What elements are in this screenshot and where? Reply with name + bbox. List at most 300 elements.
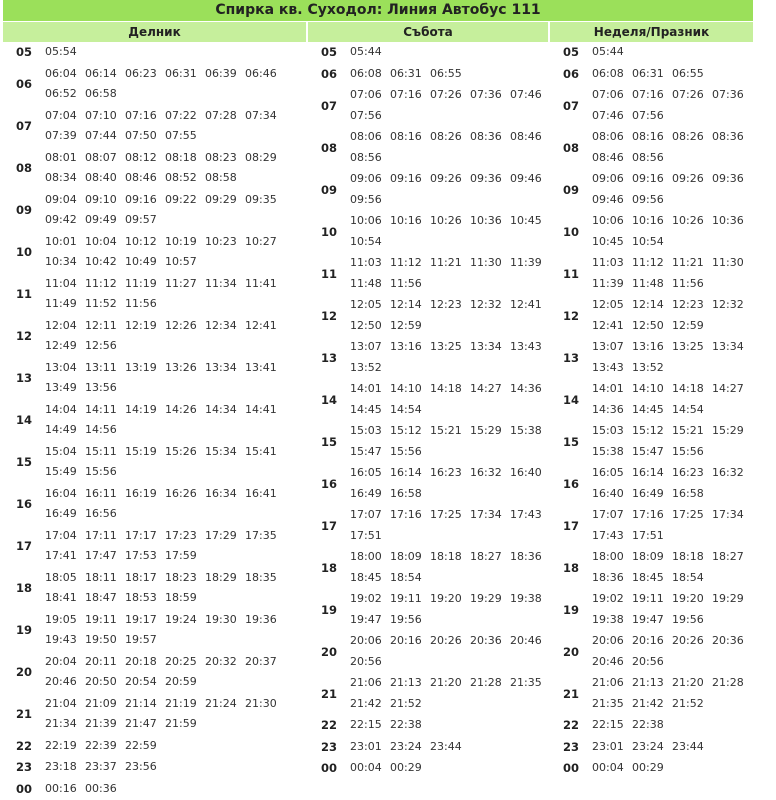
departure-time: 18:00 (592, 547, 632, 568)
departure-line (592, 610, 753, 631)
departure-time: 11:30 (712, 253, 752, 274)
departure-time: 21:52 (672, 694, 712, 715)
departure-line (45, 779, 306, 800)
departure-line (592, 64, 753, 85)
departure-time: 09:26 (430, 169, 470, 190)
hour-row (3, 526, 306, 568)
hour-label: 20 (308, 631, 351, 672)
departure-time: 14:27 (712, 379, 752, 400)
departure-line (592, 148, 753, 169)
departure-time: 18:23 (165, 568, 205, 589)
departure-time: 16:32 (712, 463, 752, 484)
hour-label: 23 (550, 737, 593, 758)
departure-time: 22:39 (85, 736, 125, 757)
departure-time: 16:23 (672, 463, 712, 484)
departure-time: 16:41 (245, 484, 285, 505)
hour-row (308, 463, 548, 505)
departure-time: 14:54 (672, 400, 712, 421)
departure-time: 21:39 (85, 714, 125, 735)
departure-time: 09:56 (350, 190, 390, 211)
departure-line (592, 358, 753, 379)
departure-time: 09:49 (85, 210, 125, 231)
departure-time: 17:07 (592, 505, 632, 526)
hour-label: 21 (308, 673, 351, 714)
departure-line (350, 232, 548, 253)
departure-time: 16:56 (85, 504, 125, 525)
departure-line (45, 420, 306, 441)
departure-line (350, 106, 548, 127)
departure-time: 13:07 (592, 337, 632, 358)
departure-time: 10:27 (245, 232, 285, 253)
hour-label: 05 (308, 42, 351, 63)
departure-time: 00:04 (350, 758, 390, 779)
departure-time: 12:19 (125, 316, 165, 337)
departure-time: 06:55 (672, 64, 712, 85)
departure-list (350, 421, 548, 462)
departure-time: 09:06 (592, 169, 632, 190)
hour-label: 16 (3, 484, 46, 525)
departure-line (45, 694, 306, 715)
departure-time: 18:59 (165, 588, 205, 609)
departure-time: 18:53 (125, 588, 165, 609)
departure-list (592, 42, 753, 63)
departure-time: 12:59 (672, 316, 712, 337)
departure-time: 16:23 (430, 463, 470, 484)
departure-time: 05:44 (350, 42, 390, 63)
departure-time: 21:14 (125, 694, 165, 715)
hour-label: 12 (308, 295, 351, 336)
departure-time: 22:15 (350, 715, 390, 736)
departure-time: 20:46 (510, 631, 550, 652)
departure-time: 10:45 (592, 232, 632, 253)
hour-row (308, 505, 548, 547)
departure-time: 20:59 (165, 672, 205, 693)
departure-time: 13:34 (712, 337, 752, 358)
departure-time: 16:49 (45, 504, 85, 525)
departure-time: 18:36 (592, 568, 632, 589)
departure-time: 08:46 (125, 168, 165, 189)
departure-time: 20:54 (125, 672, 165, 693)
hour-label: 22 (308, 715, 351, 736)
departure-line (45, 546, 306, 567)
hour-row (550, 64, 753, 86)
departure-line (592, 715, 753, 736)
departure-time: 11:52 (85, 294, 125, 315)
departure-list (592, 505, 753, 546)
departure-time: 17:11 (85, 526, 125, 547)
departure-time: 10:04 (85, 232, 125, 253)
hour-row (550, 758, 753, 780)
departure-time: 23:44 (430, 737, 470, 758)
departure-time: 10:42 (85, 252, 125, 273)
departure-time: 23:18 (45, 757, 85, 778)
departure-time: 23:24 (390, 737, 430, 758)
departure-line (45, 568, 306, 589)
departure-time: 09:36 (712, 169, 752, 190)
departure-time: 12:41 (510, 295, 550, 316)
departure-time: 15:11 (85, 442, 125, 463)
departure-time: 00:29 (390, 758, 430, 779)
departure-time: 19:29 (712, 589, 752, 610)
departure-list (350, 547, 548, 588)
hour-row (3, 736, 306, 758)
departure-line (592, 253, 753, 274)
departure-time: 09:36 (470, 169, 510, 190)
departure-line (350, 337, 548, 358)
departure-time: 21:59 (165, 714, 205, 735)
departure-line (592, 673, 753, 694)
departure-time: 19:38 (592, 610, 632, 631)
hour-row (308, 337, 548, 379)
departure-list (592, 211, 753, 252)
departure-time: 08:18 (165, 148, 205, 169)
hour-label: 10 (308, 211, 351, 252)
hour-row (308, 737, 548, 759)
departure-time: 13:11 (85, 358, 125, 379)
departure-list (45, 442, 306, 483)
departure-list (350, 758, 548, 779)
hour-row (550, 337, 753, 379)
departure-time: 18:47 (85, 588, 125, 609)
hour-row (550, 547, 753, 589)
hour-label: 23 (308, 737, 351, 758)
departure-time: 18:54 (390, 568, 430, 589)
hour-row (308, 64, 548, 86)
departure-time: 07:44 (85, 126, 125, 147)
departure-time: 15:49 (45, 462, 85, 483)
hour-label: 05 (550, 42, 593, 63)
departure-line (45, 652, 306, 673)
hour-row (550, 505, 753, 547)
hour-row (308, 295, 548, 337)
departure-time: 21:42 (632, 694, 672, 715)
departure-time: 17:41 (45, 546, 85, 567)
departure-line (45, 714, 306, 735)
departure-time: 23:01 (592, 737, 632, 758)
departure-time: 20:46 (592, 652, 632, 673)
departure-time: 08:56 (350, 148, 390, 169)
departure-line (45, 84, 306, 105)
departure-time: 09:46 (592, 190, 632, 211)
departure-line (592, 295, 753, 316)
departure-time: 07:16 (125, 106, 165, 127)
departure-time: 10:36 (712, 211, 752, 232)
departure-time: 13:04 (45, 358, 85, 379)
departure-time: 09:10 (85, 190, 125, 211)
departure-time: 12:23 (430, 295, 470, 316)
departure-time: 08:46 (592, 148, 632, 169)
departure-time: 16:11 (85, 484, 125, 505)
departure-time: 19:56 (672, 610, 712, 631)
departure-list (45, 484, 306, 525)
departure-time: 21:35 (510, 673, 550, 694)
hour-row (3, 316, 306, 358)
departure-line (592, 505, 753, 526)
departure-time: 19:11 (632, 589, 672, 610)
hour-row (3, 64, 306, 106)
departure-line (45, 736, 306, 757)
hour-row (550, 42, 753, 64)
departure-list (45, 694, 306, 735)
hour-label: 12 (3, 316, 46, 357)
hour-label: 13 (308, 337, 351, 378)
departure-time: 16:49 (350, 484, 390, 505)
hour-label: 06 (3, 64, 46, 105)
hour-row (3, 757, 306, 779)
departure-time: 14:10 (632, 379, 672, 400)
departure-time: 15:04 (45, 442, 85, 463)
departure-list (45, 232, 306, 273)
hour-label: 23 (3, 757, 46, 778)
departure-time: 08:52 (165, 168, 205, 189)
departure-line (350, 127, 548, 148)
departure-time: 18:18 (672, 547, 712, 568)
departure-list (592, 737, 753, 758)
hour-label: 09 (550, 169, 593, 210)
departure-line (592, 694, 753, 715)
departure-time: 10:36 (470, 211, 510, 232)
departure-line (350, 610, 548, 631)
departure-time: 17:25 (430, 505, 470, 526)
departure-time: 06:52 (45, 84, 85, 105)
hour-row (550, 631, 753, 673)
departure-time: 20:50 (85, 672, 125, 693)
departure-list (592, 337, 753, 378)
departure-time: 21:34 (45, 714, 85, 735)
departure-list (592, 421, 753, 462)
departure-time: 10:57 (165, 252, 205, 273)
departure-time: 07:55 (165, 126, 205, 147)
departure-time: 14:26 (165, 400, 205, 421)
departure-line (350, 484, 548, 505)
departure-line (350, 526, 548, 547)
departure-time: 23:24 (632, 737, 672, 758)
departure-time: 13:19 (125, 358, 165, 379)
departure-time: 22:38 (390, 715, 430, 736)
departure-time: 09:16 (390, 169, 430, 190)
departure-time: 14:45 (350, 400, 390, 421)
departure-time: 11:12 (85, 274, 125, 295)
departure-time: 06:31 (390, 64, 430, 85)
departure-list (592, 295, 753, 336)
hour-row (308, 211, 548, 253)
hour-label: 20 (550, 631, 593, 672)
departure-time: 16:34 (205, 484, 245, 505)
departure-time: 07:39 (45, 126, 85, 147)
departure-list (350, 85, 548, 126)
departure-time: 09:22 (165, 190, 205, 211)
departure-time: 14:19 (125, 400, 165, 421)
hour-label: 13 (550, 337, 593, 378)
departure-time: 23:56 (125, 757, 165, 778)
departure-time: 12:23 (672, 295, 712, 316)
departure-line (45, 294, 306, 315)
departure-time: 07:56 (632, 106, 672, 127)
departure-time: 17:34 (712, 505, 752, 526)
departure-time: 16:26 (165, 484, 205, 505)
hour-label: 19 (550, 589, 593, 630)
hour-row (550, 463, 753, 505)
departure-time: 21:06 (350, 673, 390, 694)
departure-time: 14:10 (390, 379, 430, 400)
departure-list (45, 316, 306, 357)
hour-row (308, 85, 548, 127)
hour-label: 21 (550, 673, 593, 714)
departure-list (350, 715, 548, 736)
departure-time: 18:27 (470, 547, 510, 568)
departure-time: 21:13 (632, 673, 672, 694)
departure-line (45, 672, 306, 693)
hour-label: 11 (3, 274, 46, 315)
departure-time: 13:52 (350, 358, 390, 379)
column-header: Делник (3, 22, 306, 42)
departure-list (350, 589, 548, 630)
departure-time: 13:34 (205, 358, 245, 379)
departure-line (350, 442, 548, 463)
departure-time: 13:41 (245, 358, 285, 379)
departure-time: 21:04 (45, 694, 85, 715)
departure-time: 06:04 (45, 64, 85, 85)
hour-row (308, 631, 548, 673)
departure-time: 16:58 (390, 484, 430, 505)
hour-row (3, 442, 306, 484)
departure-time: 08:34 (45, 168, 85, 189)
departure-time: 14:36 (510, 379, 550, 400)
hour-row (550, 295, 753, 337)
departure-time: 11:21 (430, 253, 470, 274)
hour-label: 08 (3, 148, 46, 189)
departure-time: 21:09 (85, 694, 125, 715)
departure-list (45, 652, 306, 693)
departure-time: 10:23 (205, 232, 245, 253)
departure-time: 06:31 (632, 64, 672, 85)
departure-time: 07:10 (85, 106, 125, 127)
departure-line (45, 210, 306, 231)
departure-list (592, 589, 753, 630)
departure-time: 12:41 (245, 316, 285, 337)
departure-time: 09:56 (632, 190, 672, 211)
departure-time: 19:30 (205, 610, 245, 631)
departure-time: 20:46 (45, 672, 85, 693)
departure-list (45, 42, 306, 63)
departure-time: 20:18 (125, 652, 165, 673)
departure-time: 11:56 (672, 274, 712, 295)
departure-time: 20:11 (85, 652, 125, 673)
departure-time: 20:06 (592, 631, 632, 652)
departure-time: 22:38 (632, 715, 672, 736)
departure-line (592, 274, 753, 295)
departure-time: 10:26 (430, 211, 470, 232)
departure-line (592, 631, 753, 652)
departure-time: 12:04 (45, 316, 85, 337)
departure-line (45, 232, 306, 253)
departure-time: 20:16 (632, 631, 672, 652)
departure-time: 14:11 (85, 400, 125, 421)
departure-list (592, 253, 753, 294)
departure-time: 20:32 (205, 652, 245, 673)
departure-time: 18:35 (245, 568, 285, 589)
departure-line (592, 547, 753, 568)
departure-time: 18:18 (430, 547, 470, 568)
departure-time: 13:07 (350, 337, 390, 358)
departure-time: 07:16 (632, 85, 672, 106)
departure-time: 09:04 (45, 190, 85, 211)
departure-time: 20:37 (245, 652, 285, 673)
departure-time: 00:36 (85, 779, 125, 800)
hour-label: 14 (308, 379, 351, 420)
departure-time: 09:57 (125, 210, 165, 231)
departure-time: 14:01 (350, 379, 390, 400)
departure-time: 11:48 (632, 274, 672, 295)
departure-time: 21:20 (430, 673, 470, 694)
hour-label: 06 (550, 64, 593, 85)
departure-line (45, 378, 306, 399)
departure-line (45, 336, 306, 357)
departure-time: 20:25 (165, 652, 205, 673)
departure-time: 12:05 (592, 295, 632, 316)
departure-list (592, 715, 753, 736)
departure-time: 18:05 (45, 568, 85, 589)
departure-time: 16:32 (470, 463, 510, 484)
departure-list (45, 568, 306, 609)
departure-line (350, 694, 548, 715)
departure-time: 20:04 (45, 652, 85, 673)
hour-label: 08 (550, 127, 593, 168)
departure-line (350, 673, 548, 694)
departure-list (350, 463, 548, 504)
departure-list (592, 631, 753, 672)
departure-time: 07:28 (205, 106, 245, 127)
departure-time: 17:04 (45, 526, 85, 547)
departure-line (45, 358, 306, 379)
departure-time: 20:26 (672, 631, 712, 652)
departure-list (45, 779, 306, 800)
departure-time: 08:46 (510, 127, 550, 148)
departure-time: 09:06 (350, 169, 390, 190)
departure-line (350, 85, 548, 106)
departure-time: 18:29 (205, 568, 245, 589)
hour-row (550, 169, 753, 211)
departure-time: 18:11 (85, 568, 125, 589)
departure-time: 17:29 (205, 526, 245, 547)
departure-time: 17:51 (350, 526, 390, 547)
departure-time: 15:29 (712, 421, 752, 442)
departure-time: 11:39 (592, 274, 632, 295)
departure-line (45, 148, 306, 169)
departure-time: 15:12 (632, 421, 672, 442)
departure-time: 21:06 (592, 673, 632, 694)
departure-line (592, 484, 753, 505)
departure-line (45, 316, 306, 337)
hour-label: 18 (550, 547, 593, 588)
departure-time: 11:03 (592, 253, 632, 274)
departure-time: 10:12 (125, 232, 165, 253)
departure-list (45, 736, 306, 757)
departure-time: 06:08 (592, 64, 632, 85)
departure-list (45, 757, 306, 778)
hour-row (550, 211, 753, 253)
hour-label: 16 (550, 463, 593, 504)
departure-time: 19:57 (125, 630, 165, 651)
departure-time: 16:04 (45, 484, 85, 505)
departure-time: 18:09 (632, 547, 672, 568)
column-weekday (3, 22, 306, 800)
departure-list (350, 211, 548, 252)
departure-list (45, 400, 306, 441)
departure-time: 14:45 (632, 400, 672, 421)
hour-label: 09 (3, 190, 46, 231)
hour-row (550, 737, 753, 759)
